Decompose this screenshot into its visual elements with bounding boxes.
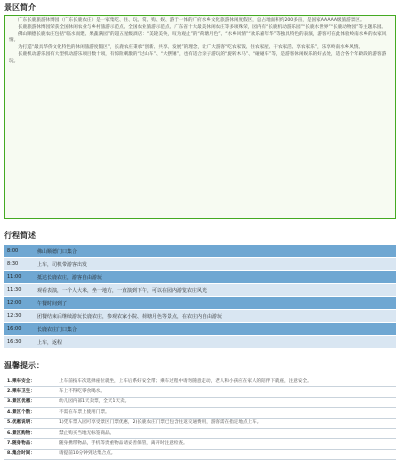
intro-paragraph: 为打造“最具华侨文化特色的休闲旅游度假区”，长鹿农庄秉承“创新、共享、发展”的理念，让广大游客“吃农家饭、住农家屋、干农家活、享农家乐”，乐享岭南水乡风情。 xyxy=(18,45,364,51)
schedule-text: 佛山顺德门口集合 xyxy=(34,245,396,258)
table-row xyxy=(4,418,396,428)
table-row xyxy=(4,336,396,349)
tip-value: 1)凭车票入园可享受景区门票优惠，2)长鹿农庄门票已包含往返交通费用，游客需在指定地点上车。 xyxy=(56,418,396,428)
table-row xyxy=(4,387,396,397)
table-row xyxy=(4,284,396,297)
tip-key: 5.优惠说明： xyxy=(4,418,56,428)
tip-value: 车上不得吃零食喝水。 xyxy=(56,387,396,397)
schedule-section xyxy=(0,228,400,349)
table-row xyxy=(4,449,396,459)
schedule-time: 11:00 xyxy=(4,271,34,284)
table-row xyxy=(4,323,396,336)
schedule-title: 行程简述 xyxy=(4,231,36,240)
schedule-table xyxy=(4,245,396,349)
intro-box xyxy=(4,15,396,219)
tip-key: 2.乘车卫生： xyxy=(4,387,56,397)
schedule-time: 11:30 xyxy=(4,284,34,297)
tips-table xyxy=(4,377,396,460)
schedule-text: 午餐时间到了 xyxy=(34,297,396,310)
table-row xyxy=(4,310,396,323)
schedule-text: 观看表演，一个人大米，坐一地方，一直演到下午，可以在园内游览农庄风光 xyxy=(34,284,396,297)
table-row xyxy=(4,397,396,407)
tip-value: 随身携带物品，手机等贵重物品请妥善保管，离开时注意检查。 xyxy=(56,439,396,449)
tip-key: 8.集合时间： xyxy=(4,449,56,459)
table-row xyxy=(4,245,396,258)
schedule-text: 上车，返程 xyxy=(34,336,396,349)
tip-key: 1.乘车安全： xyxy=(4,377,56,387)
table-row xyxy=(4,429,396,439)
schedule-time: 8:30 xyxy=(4,258,34,271)
schedule-text: 长鹿农庄门口集合 xyxy=(34,323,396,336)
intro-title: 景区简介 xyxy=(4,3,36,12)
schedule-time: 8:00 xyxy=(4,245,34,258)
tips-title: 温馨提示： xyxy=(4,361,44,370)
tip-key: 6.景区购物： xyxy=(4,429,56,439)
tips-section xyxy=(0,358,400,460)
schedule-text: 团餐结束后继续游玩长鹿农庄，参观农家小院、荷塘月色等景点，在农庄内自由游玩 xyxy=(34,310,396,323)
table-row xyxy=(4,258,396,271)
intro-paragraph: 佛山顺德长鹿农庄包括“临水而建、果蔬满园”的超五星级酒店：“美轮美奂，叹为观止”的“荷塘月色”、“水乡风情”“欢乐嘉年华”等独具特色的表演，游客可在此体验岭南水乡的农家风情。 xyxy=(9,31,387,44)
schedule-time: 16:30 xyxy=(4,336,34,349)
tip-value: 幼儿园内部1天卖票，全天1天卖。 xyxy=(56,397,396,407)
schedule-time: 12:00 xyxy=(4,297,34,310)
tip-value: 不需在车票上使用门票。 xyxy=(56,408,396,418)
tip-value: 请提前10分钟到达集合点。 xyxy=(56,449,396,459)
table-row xyxy=(4,377,396,387)
intro-paragraph: 广东长鹿旅游休博园（广东长鹿农庄）是一家集吃、住、玩、赏、购、娱、游于一体的广府水乡文化旅游休闲度假区，总占地面积约200多亩，是国家AAAAA级旅游景区。 xyxy=(18,18,365,23)
tip-value: 上车前按车次选择座位就坐，上车后系好安全带；乘车过程中请勿随意走动，老人和小孩应在家人的陪伴下就座，注意安全。 xyxy=(56,377,396,387)
schedule-time: 12:30 xyxy=(4,310,34,323)
schedule-time: 16:00 xyxy=(4,323,34,336)
tip-key: 4.景区个数： xyxy=(4,408,56,418)
schedule-text: 上车，司机带游客出发 xyxy=(34,258,396,271)
tip-key: 7.随身物品： xyxy=(4,439,56,449)
tip-key: 3.景区优惠： xyxy=(4,397,56,407)
schedule-text: 抵达长鹿农庄，游客自由游玩 xyxy=(34,271,396,284)
intro-section xyxy=(0,0,400,219)
table-row xyxy=(4,439,396,449)
tip-value: 禁止购买当地无标签商品。 xyxy=(56,429,396,439)
table-row xyxy=(4,297,396,310)
table-row xyxy=(4,271,396,284)
intro-paragraph: 长鹿机动游乐园有大型机动游乐项目数十项，有惊险刺激的“过山车”、“大摆锤”，也有适合亲子游玩的“旋转木马”、“碰碰车”等，是游客休闲娱乐的好去处，适合各个年龄段的游客游玩。 xyxy=(9,51,387,64)
table-row xyxy=(4,408,396,418)
intro-paragraph: 长鹿旅游休博园荣获全国休闲农业与乡村旅游示范点、全国农业旅游示范点、广东省十大最美休闲农庄等多项殊荣，园内有“长鹿机动游乐园”“长鹿水世界”“长鹿动物园”等主题乐园。 xyxy=(18,24,387,30)
